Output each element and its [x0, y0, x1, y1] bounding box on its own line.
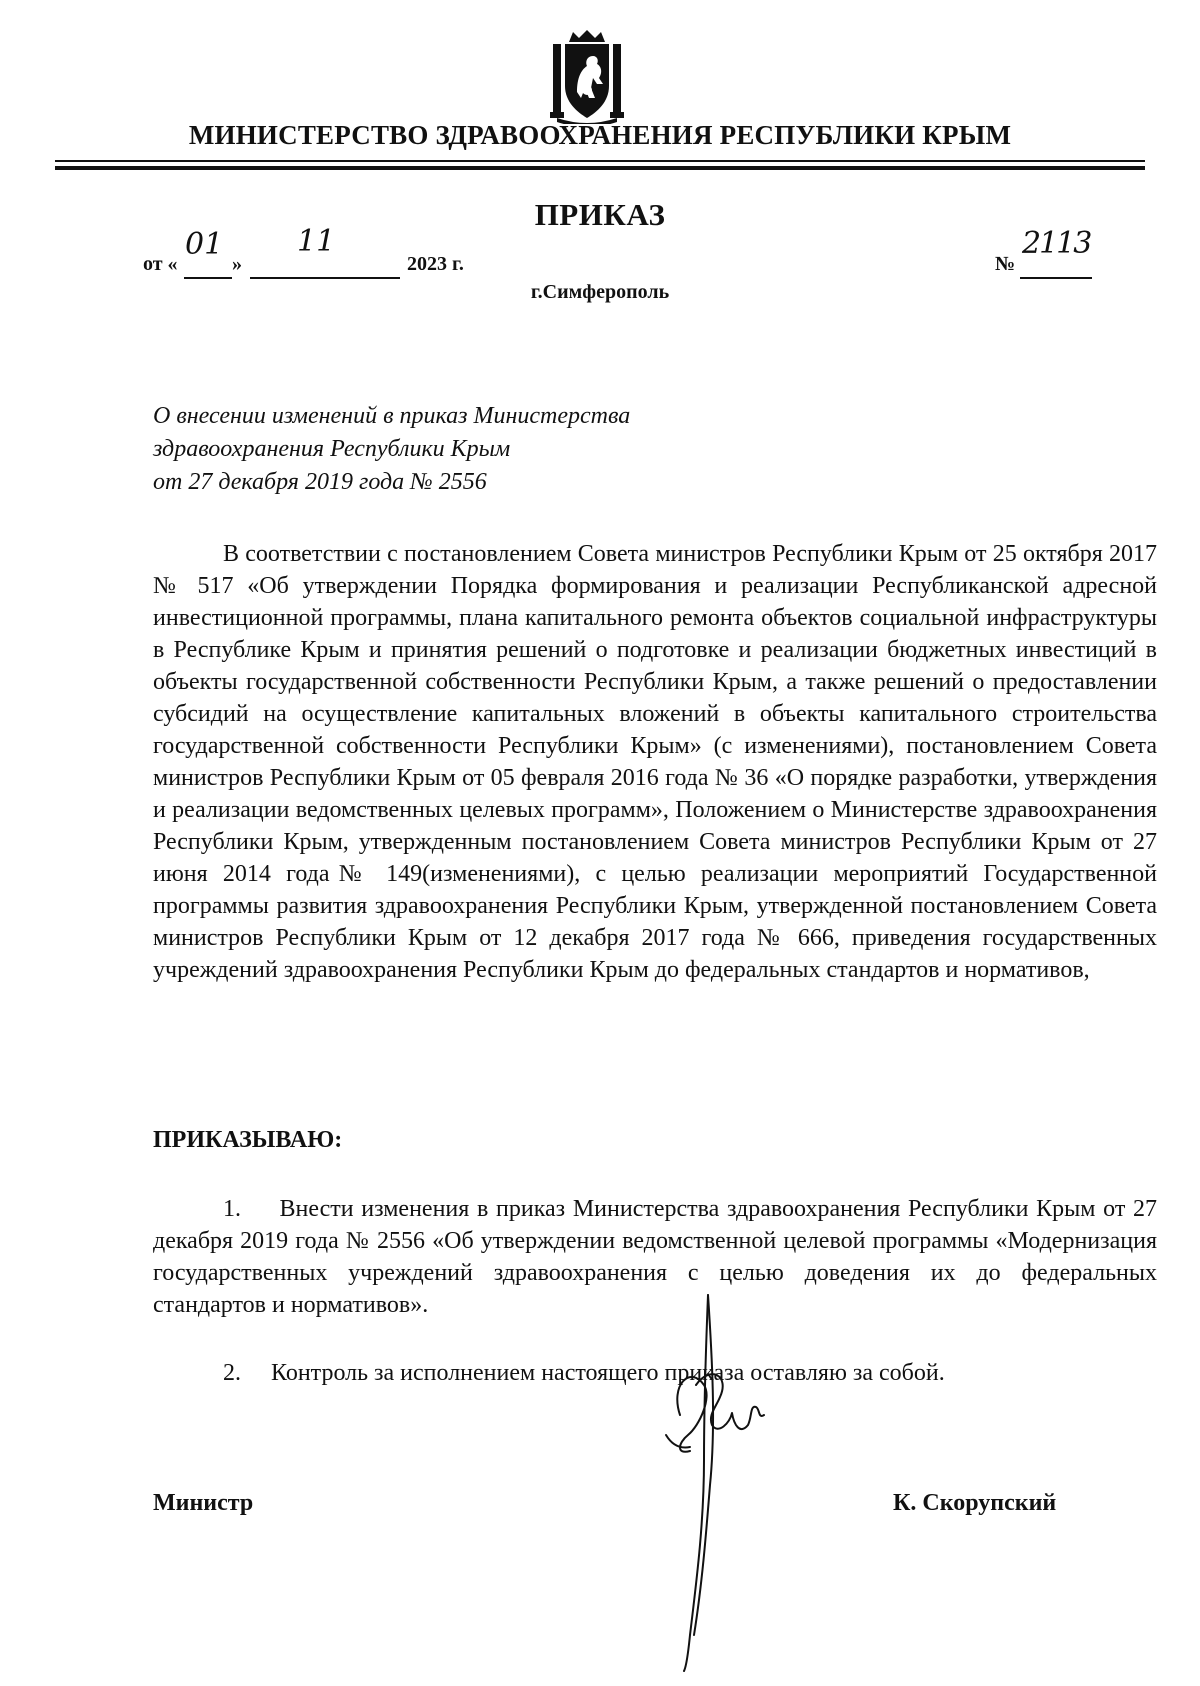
month-underline — [250, 277, 400, 279]
item-text: Контроль за исполнением настоящего приказа оставляю за собой. — [271, 1360, 945, 1386]
item-text: Внести изменения в приказ Министерства здравоохранения Республики Крым от 27 декабря 2019 года № 2556 «Об утверждении ведомственной целевой программы «Модернизация государственных учреждений здравоохранения с целью доведения их до федеральных стандартов и нормативов». — [153, 1196, 1157, 1318]
order-item — [153, 1193, 1157, 1321]
item-number: 1. — [223, 1196, 241, 1222]
number-underline — [1020, 277, 1092, 279]
order-item — [153, 1357, 1157, 1389]
date-month: 11 — [297, 224, 336, 259]
date-year: 2023 г. — [407, 253, 464, 275]
number-label: № — [995, 253, 1016, 275]
item-number: 2. — [223, 1360, 241, 1386]
preamble-paragraph: В соответствии с постановлением Совета министров Республики Крым от 25 октября 2017 № 517 «Об утверждении Порядка формирования и реализации Республиканской адресной инвестиционной программы, плана капитального ремонта объектов социальной инфраструктуры в Республике Крым и принятия решений о подготовке и реализации бюджетных инвестиций в объекты государственной собственности Республики Крым, а также решений о предоставлении субсидий на осуществление капитальных вложений в объекты капитального строительства государственной собственности Республики Крым» (с изменениями), постановлением Совета министров Республики Крым от 05 февраля 2016 года № 36 «О порядке разработки, утверждения и реализации ведомственных целевых программ», Положением о Министерстве здравоохранения Республики Крым, утвержденным постановлением Совета министров Республики Крым от 27 июня 2014 года№ 149(изменениями), с целью реализации мероприятий Государственной программы развития здравоохранения Республики Крым, утвержденной постановлением Совета министров Республики Крым от 12 декабря 2017 года № 666, приведения государственных учреждений здравоохранения Республики Крым до федеральных стандартов и нормативов, — [153, 541, 1157, 983]
header-rule-thin — [55, 160, 1145, 162]
ministry-name: МИНИСТЕРСТВО ЗДРАВООХРАНЕНИЯ РЕСПУБЛИКИ КРЫМ — [188, 120, 1012, 150]
header-rule-thick — [55, 166, 1145, 170]
handwritten-signature — [660, 1285, 820, 1675]
order-subject — [153, 400, 853, 499]
subject-line: от 27 декабря 2019 года № 2556 — [153, 469, 487, 495]
date-prefix: от « — [143, 253, 178, 275]
signer-name: К. Скорупский — [893, 1490, 1057, 1516]
decree-word: ПРИКАЗЫВАЮ: — [153, 1127, 343, 1153]
coat-of-arms-icon — [547, 28, 627, 124]
signer-title: Министр — [153, 1490, 254, 1516]
subject-line: О внесении изменений в приказ Министерства — [153, 403, 631, 429]
city: г.Симферополь — [530, 281, 670, 303]
date-day-suffix: » — [232, 253, 242, 275]
subject-line: здравоохранения Республики Крым — [153, 436, 511, 462]
date-day: 01 — [185, 227, 224, 262]
day-underline — [184, 277, 232, 279]
order-number: 2113 — [1022, 226, 1091, 261]
order-title: ПРИКАЗ — [534, 197, 666, 232]
